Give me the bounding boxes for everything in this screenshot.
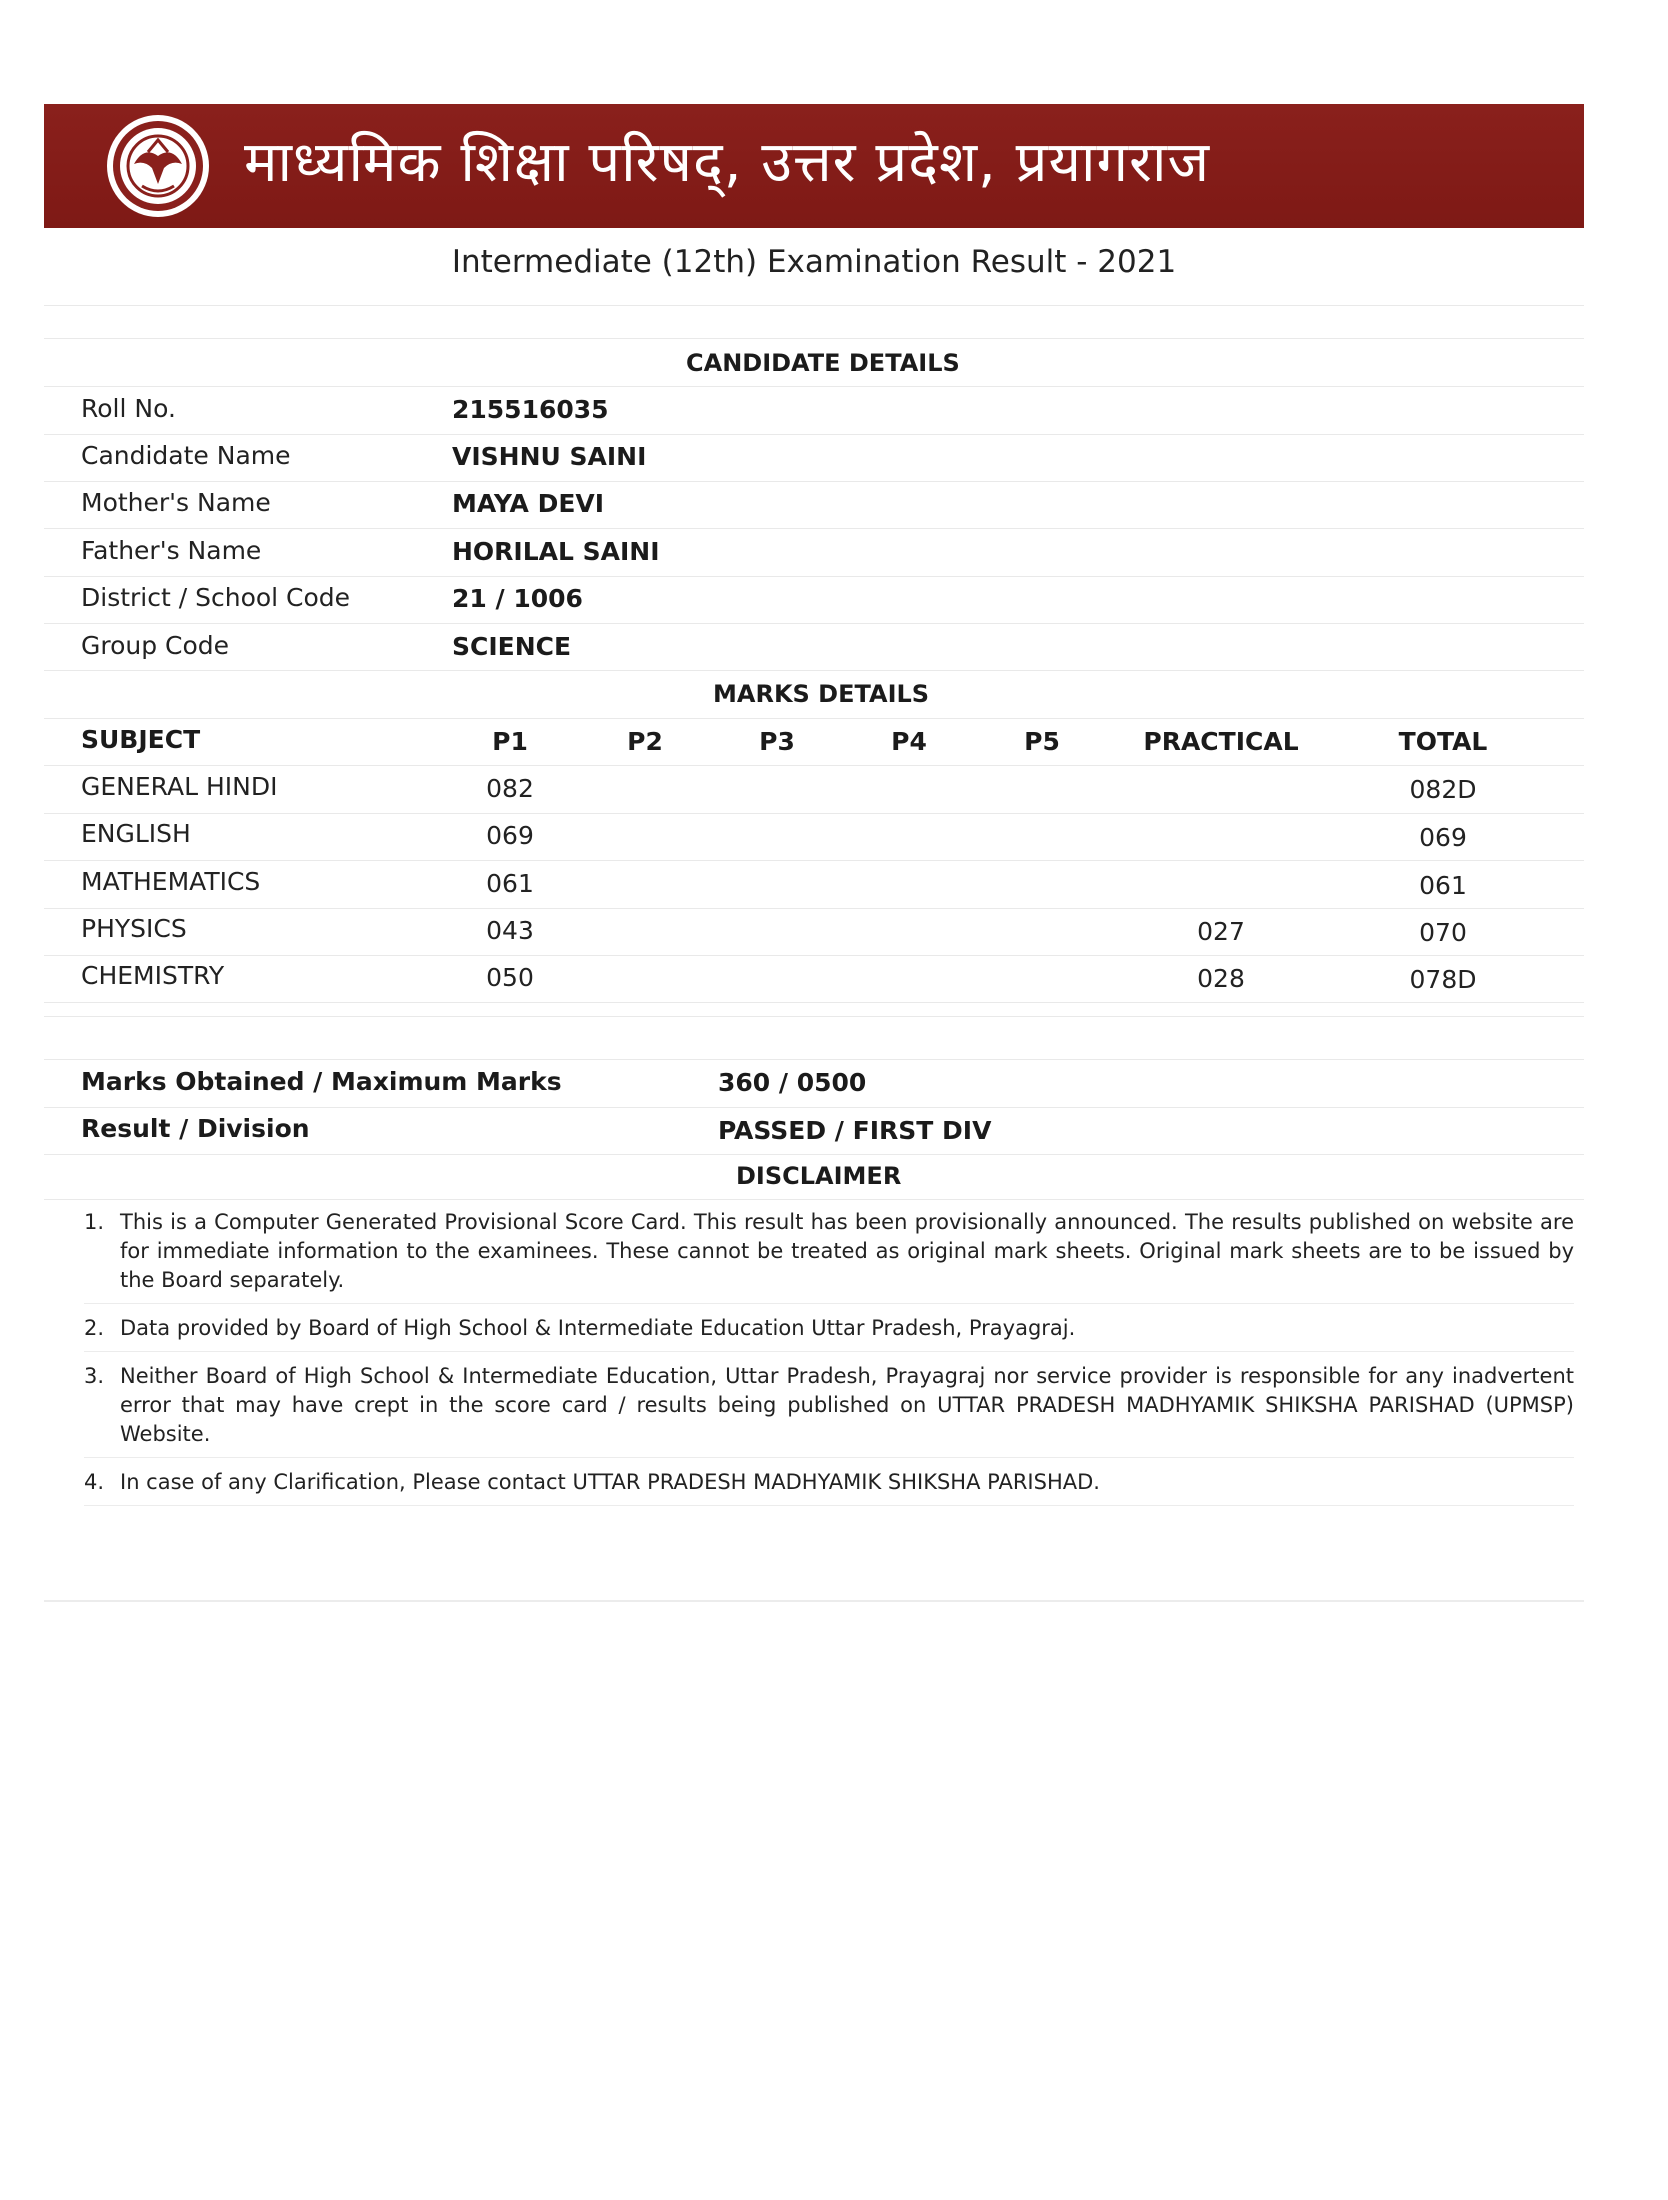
group-code-label: Group Code xyxy=(81,631,230,660)
divider xyxy=(44,1107,1584,1108)
column-header-p3: P3 xyxy=(759,727,795,756)
divider xyxy=(44,338,1584,339)
divider xyxy=(44,670,1584,671)
father-name-label: Father's Name xyxy=(81,536,262,565)
disclaimer-heading: DISCLAIMER xyxy=(736,1162,902,1190)
candidate-name-value: VISHNU SAINI xyxy=(452,442,647,471)
mother-name-value: MAYA DEVI xyxy=(452,489,605,518)
district-school-code-label: District / School Code xyxy=(81,583,351,612)
subject-name: PHYSICS xyxy=(81,914,187,943)
divider xyxy=(44,1059,1584,1060)
roll-no-label: Roll No. xyxy=(81,394,176,423)
divider xyxy=(44,386,1584,387)
column-header-p4: P4 xyxy=(891,727,927,756)
marks-details-heading: MARKS DETAILS xyxy=(713,680,930,708)
divider xyxy=(44,908,1584,909)
p1-mark: 082 xyxy=(486,774,534,803)
p1-mark: 050 xyxy=(486,963,534,992)
disclaimer-list xyxy=(84,1208,1574,1516)
divider xyxy=(44,434,1584,435)
divider xyxy=(44,528,1584,529)
column-header-subject: SUBJECT xyxy=(81,725,201,754)
divider xyxy=(44,305,1584,306)
divider xyxy=(44,481,1584,482)
practical-mark: 028 xyxy=(1197,964,1245,993)
disclaimer-item xyxy=(84,1208,1574,1304)
disclaimer-item xyxy=(84,1314,1574,1352)
column-header-p2: P2 xyxy=(627,727,663,756)
total-mark: 078D xyxy=(1409,965,1477,994)
candidate-name-label: Candidate Name xyxy=(81,441,291,470)
total-mark: 070 xyxy=(1419,918,1467,947)
disclaimer-item-text: Data provided by Board of High School & Intermediate Education Uttar Pradesh, Prayagraj. xyxy=(120,1316,1076,1340)
subject-name: CHEMISTRY xyxy=(81,961,225,990)
subject-name: GENERAL HINDI xyxy=(81,772,278,801)
divider xyxy=(44,955,1584,956)
disclaimer-item-number: 3. xyxy=(84,1364,105,1388)
district-school-code-value: 21 / 1006 xyxy=(452,584,583,613)
divider xyxy=(44,623,1584,624)
header-banner xyxy=(44,104,1584,228)
subject-name: ENGLISH xyxy=(81,819,191,848)
column-header-p5: P5 xyxy=(1024,727,1060,756)
divider xyxy=(44,1199,1584,1200)
disclaimer-item xyxy=(84,1362,1574,1458)
sheet-bottom-edge xyxy=(44,1600,1584,1602)
disclaimer-item-number: 1. xyxy=(84,1210,105,1234)
father-name-value: HORILAL SAINI xyxy=(452,537,660,566)
group-code-value: SCIENCE xyxy=(452,632,572,661)
divider xyxy=(44,765,1584,766)
disclaimer-item-text: In case of any Clarification, Please contact UTTAR PRADESH MADHYAMIK SHIKSHA PARISHAD. xyxy=(120,1470,1100,1494)
disclaimer-item-number: 4. xyxy=(84,1470,105,1494)
disclaimer-item-text: Neither Board of High School & Intermediate Education, Uttar Pradesh, Prayagraj nor service provider is responsible for any inadvertent error that may have crept in the score card / results being published on UTTAR PRADESH MADHYAMIK SHIKSHA PARISHAD (UPMSP) Website. xyxy=(120,1364,1574,1446)
result-sheet xyxy=(44,104,1584,1604)
divider xyxy=(44,576,1584,577)
board-name-hindi: माध्यमिक शिक्षा परिषद्, उत्तर प्रदेश, प्रयागराज xyxy=(244,130,1210,195)
p1-mark: 061 xyxy=(486,869,534,898)
column-header-p1: P1 xyxy=(492,727,528,756)
up-government-emblem-icon xyxy=(104,112,212,220)
roll-no-value: 215516035 xyxy=(452,395,609,424)
candidate-details-heading: CANDIDATE DETAILS xyxy=(686,349,960,377)
p1-mark: 069 xyxy=(486,821,534,850)
subject-name: MATHEMATICS xyxy=(81,867,261,896)
divider xyxy=(44,1016,1584,1017)
divider xyxy=(44,1002,1584,1003)
exam-title: Intermediate (12th) Examination Result - 2021 xyxy=(451,244,1177,280)
column-header-total: TOTAL xyxy=(1398,727,1488,756)
disclaimer-item-text: This is a Computer Generated Provisional Score Card. This result has been provisionally announced. The results published on website are for immediate information to the examinees. These cannot be treated as original mark sheets. Original mark sheets are to be issued by the Board separately. xyxy=(120,1210,1574,1292)
divider xyxy=(44,718,1584,719)
marks-obtained-label: Marks Obtained / Maximum Marks xyxy=(81,1067,562,1096)
column-header-practical: PRACTICAL xyxy=(1143,727,1299,756)
mother-name-label: Mother's Name xyxy=(81,488,271,517)
divider xyxy=(44,1154,1584,1155)
disclaimer-item xyxy=(84,1468,1574,1506)
result-division-label: Result / Division xyxy=(81,1114,310,1143)
disclaimer-item-number: 2. xyxy=(84,1316,105,1340)
p1-mark: 043 xyxy=(486,916,534,945)
result-division-value: PASSED / FIRST DIV xyxy=(718,1116,992,1145)
marks-obtained-value: 360 / 0500 xyxy=(718,1068,867,1097)
divider xyxy=(44,860,1584,861)
total-mark: 082D xyxy=(1409,775,1477,804)
total-mark: 069 xyxy=(1419,823,1467,852)
total-mark: 061 xyxy=(1419,871,1467,900)
practical-mark: 027 xyxy=(1197,917,1245,946)
divider xyxy=(44,813,1584,814)
